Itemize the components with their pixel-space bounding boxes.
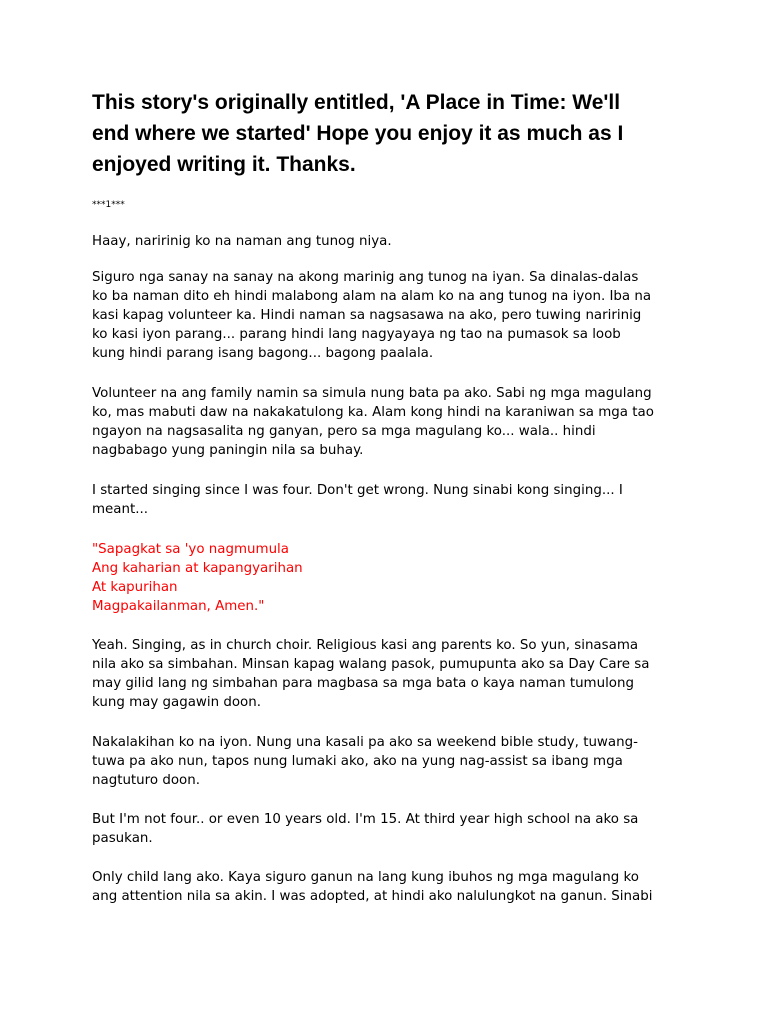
paragraph-line: ko kasi iyon parang... parang hindi lang nagyayaya ng tao na pumasok sa loob — [92, 327, 621, 342]
title-line: This story's originally entitled, 'A Place in Time: We'll — [92, 91, 621, 114]
paragraph-line: Only child lang ako. Kaya siguro ganun na lang kung ibuhos ng mga magulang ko — [92, 870, 639, 885]
paragraph-line: nila ako sa simbahan. Minsan kapag walang pasok, pumupunta ako sa Day Care sa — [92, 657, 650, 672]
paragraph-line: But I'm not four.. or even 10 years old. I'm 15. At third year high school na ako sa — [92, 812, 639, 827]
paragraph-line: kung hindi parang isang bagong... bagong paalala. — [92, 346, 434, 361]
paragraph — [92, 733, 712, 790]
paragraph-line: meant... — [92, 502, 148, 517]
paragraph-line: Nakalakihan ko na iyon. Nung una kasali pa ako sa weekend bible study, tuwang- — [92, 735, 638, 750]
paragraph — [92, 268, 712, 363]
paragraph — [92, 810, 712, 848]
lyrics-line: At kapurihan — [92, 580, 178, 595]
title-line: end where we started' Hope you enjoy it as much as I — [92, 122, 624, 145]
paragraph-line: nagbabago yung paningin nila sa buhay. — [92, 443, 364, 458]
paragraph-line: I started singing since I was four. Don't get wrong. Nung sinabi kong singing... I — [92, 483, 623, 498]
paragraph-line: ko ba naman dito eh hindi malabong alam na alam ko na ang tunog na iyon. Iba na — [92, 289, 652, 304]
paragraph-line: Yeah. Singing, as in church choir. Religious kasi ang parents ko. So yun, sinasama — [92, 638, 639, 653]
paragraph-line: ang attention nila sa akin. I was adopted, at hindi ako nalulungkot na ganun. Sinabi — [92, 889, 653, 904]
title-line: enjoyed writing it. Thanks. — [92, 153, 356, 176]
paragraph — [92, 481, 712, 519]
paragraph-line: kung may gagawin doon. — [92, 695, 261, 710]
song-lyrics — [92, 540, 712, 616]
lyrics-line: "Sapagkat sa 'yo nagmumula — [92, 542, 289, 557]
lyrics-line: Ang kaharian at kapangyarihan — [92, 561, 303, 576]
paragraph-line: Haay, naririnig ko na naman ang tunog niya. — [92, 234, 392, 249]
paragraph — [92, 232, 712, 251]
story-title — [92, 87, 712, 180]
paragraph-line: Siguro nga sanay na sanay na akong marinig ang tunog na iyan. Sa dinalas-dalas — [92, 270, 639, 285]
paragraph-line: Volunteer na ang family namin sa simula nung bata pa ako. Sabi ng mga magulang — [92, 386, 652, 401]
paragraph-line: kasi kapag volunteer ka. Hindi naman sa nagsasawa na ako, pero tuwing naririnig — [92, 308, 642, 323]
paragraph-line: pasukan. — [92, 831, 153, 846]
paragraph-line: ngayon na nagsasalita ng ganyan, pero sa mga magulang ko... wala.. hindi — [92, 424, 596, 439]
paragraph-line: tuwa pa ako nun, tapos nung lumaki ako, ako na yung nag-assist sa ibang mga — [92, 754, 623, 769]
lyrics-line: Magpakailanman, Amen." — [92, 599, 265, 614]
paragraph-line: may gilid lang ng simbahan para magbasa sa mga bata o kaya naman tumulong — [92, 676, 634, 691]
paragraph-line: nagtuturo doon. — [92, 773, 200, 788]
paragraph — [92, 384, 712, 460]
paragraph — [92, 636, 712, 712]
chapter-marker: ***1*** — [92, 200, 125, 210]
paragraph-line: ko, mas mabuti daw na nakakatulong ka. Alam kong hindi na karaniwan sa mga tao — [92, 405, 654, 420]
paragraph — [92, 868, 712, 906]
